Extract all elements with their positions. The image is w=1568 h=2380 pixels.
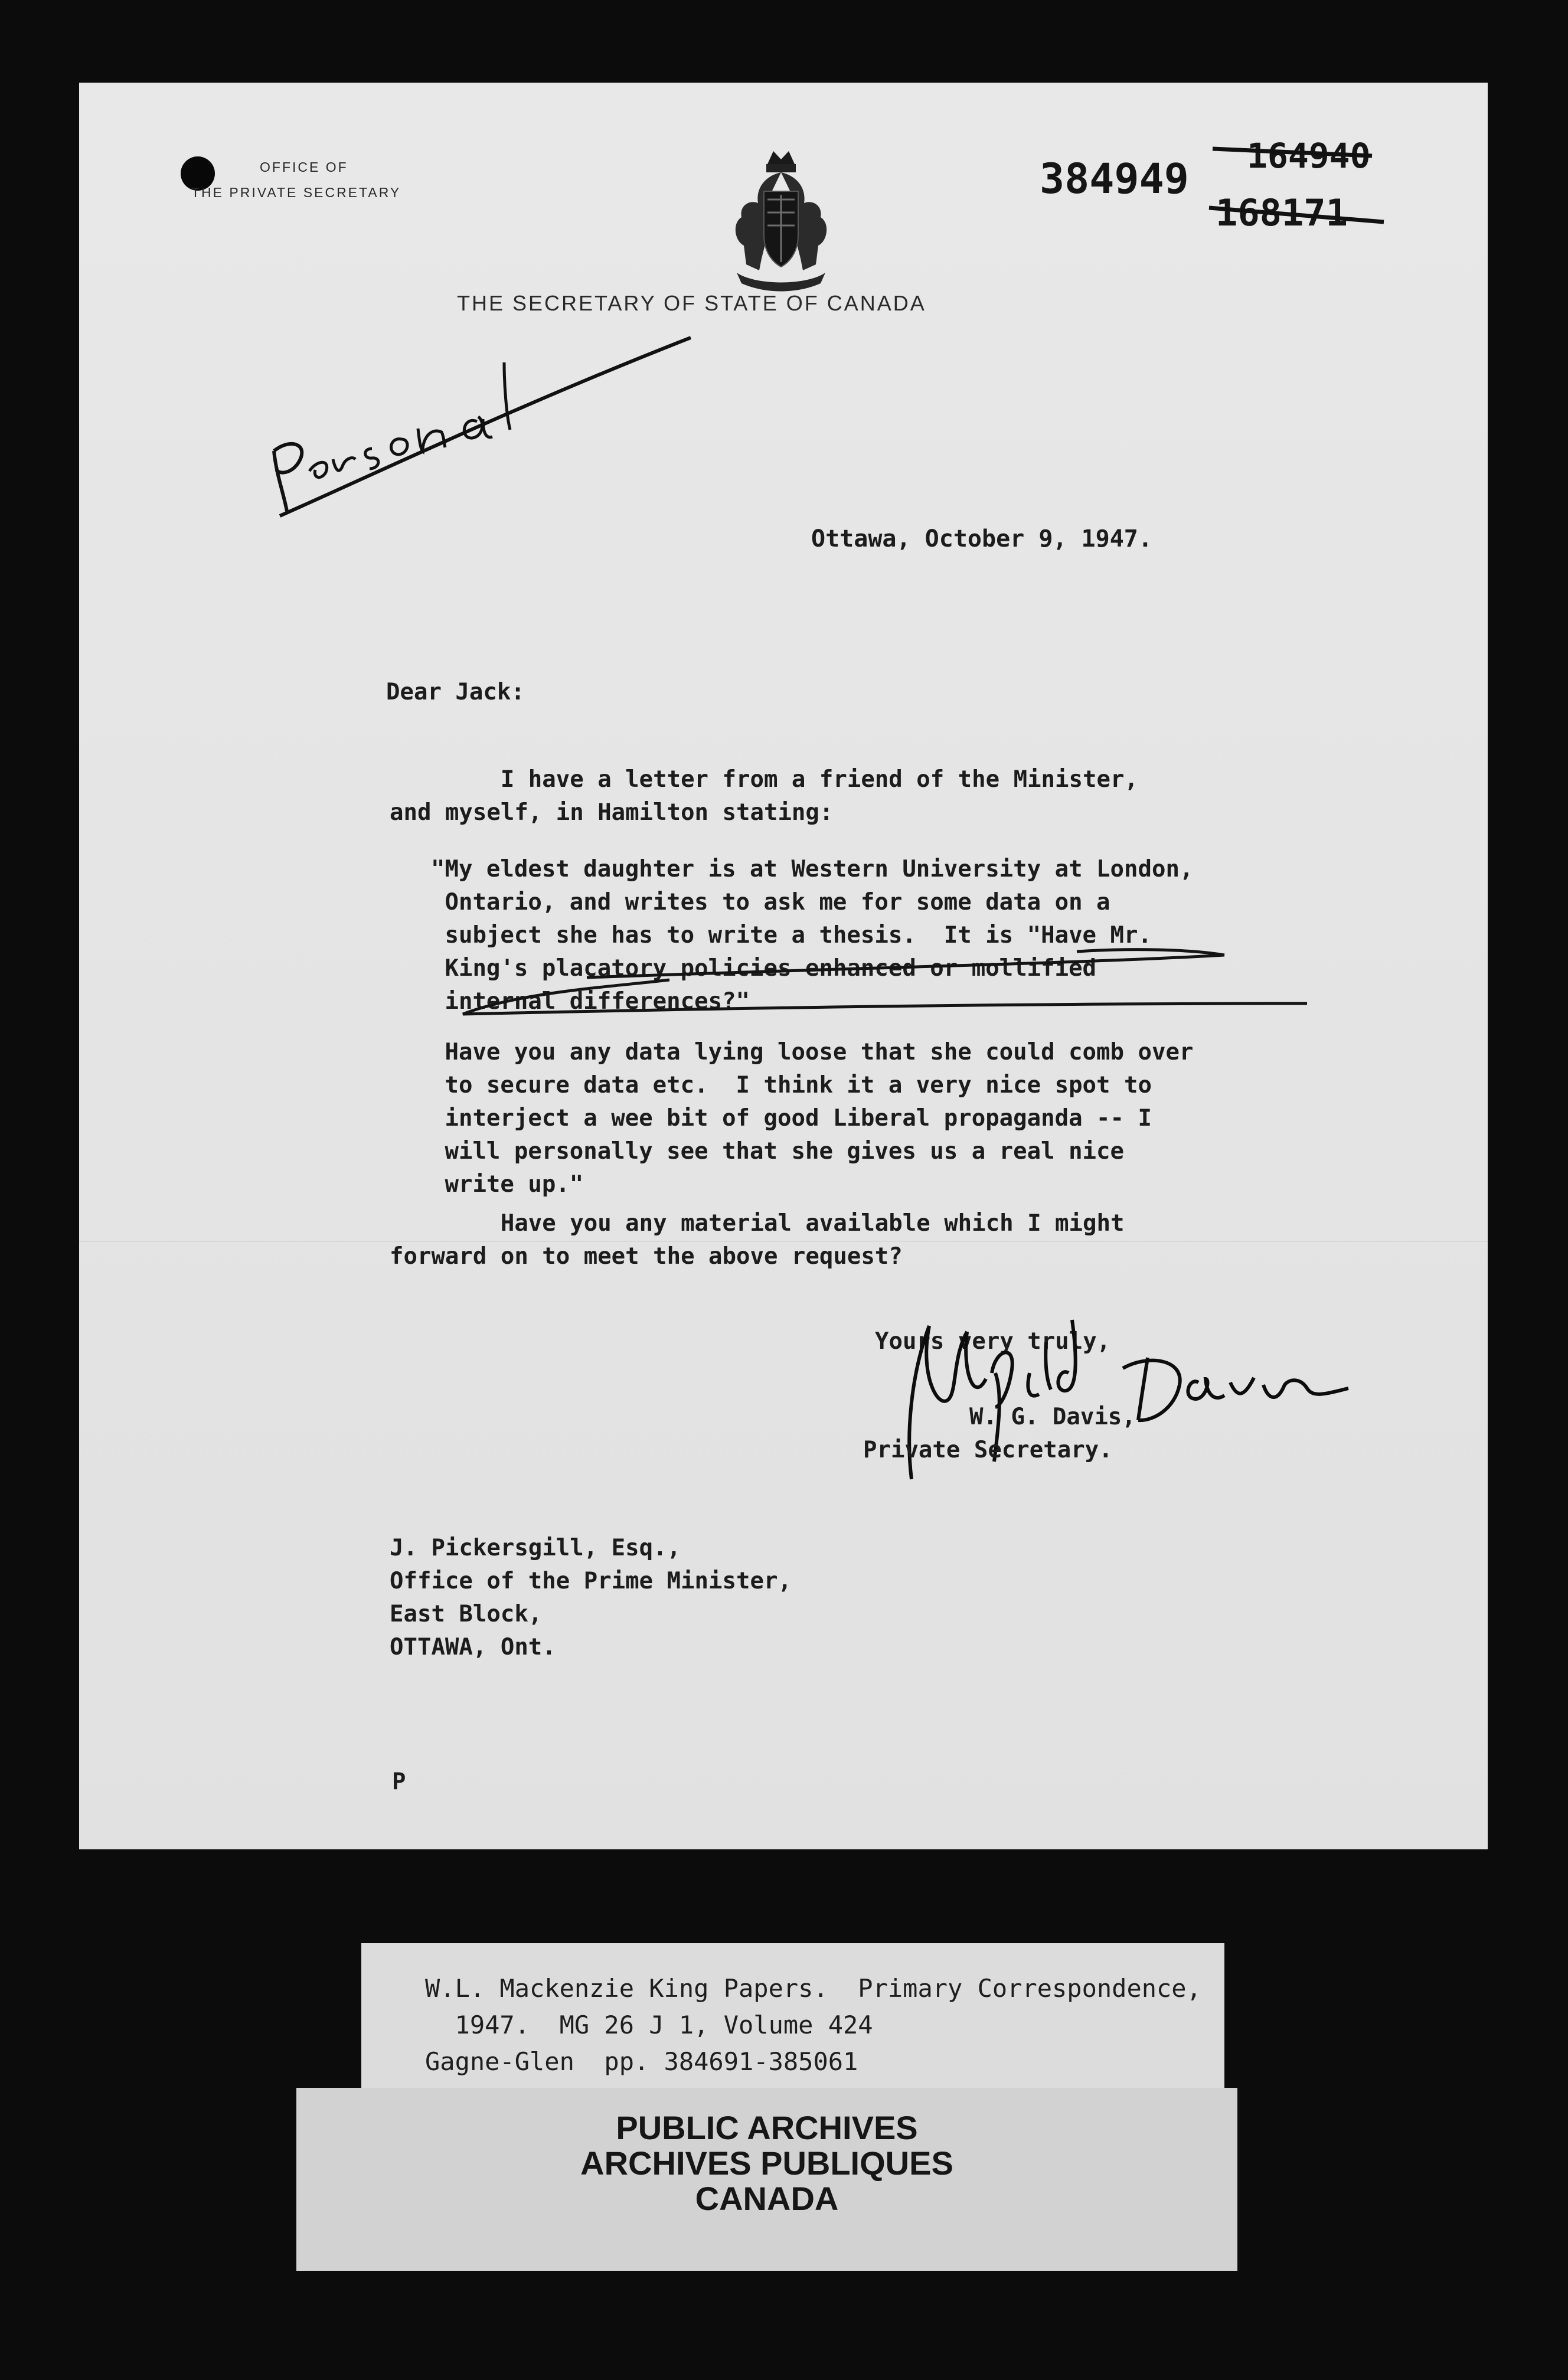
strike-through-marks xyxy=(1201,118,1390,248)
quote-1-line-1: "My eldest daughter is at Western University at London, xyxy=(431,856,1194,882)
archive-line-3: Gagne-Glen pp. 384691-385061 xyxy=(425,2047,858,2076)
quote-2-line-4: will personally see that she gives us a real nice xyxy=(431,1138,1124,1165)
quote-1-line-3: subject she has to write a thesis. It is "Have Mr. xyxy=(431,922,1152,949)
handwritten-signature xyxy=(841,1284,1407,1503)
letter-date: Ottawa, October 9, 1947. xyxy=(811,525,1152,552)
recipient-line-4: OTTAWA, Ont. xyxy=(390,1634,556,1660)
canada-coat-of-arms-icon xyxy=(726,146,836,294)
handwritten-underline xyxy=(433,921,1331,1039)
closing: Yours very truly, xyxy=(875,1328,1111,1355)
quote-1-line-5: internal differences?" xyxy=(431,988,750,1015)
archive-line-2: 1947. MG 26 J 1, Volume 424 xyxy=(425,2010,873,2039)
quote-1-line-4: King's placatory policies enhanced or mollified xyxy=(431,955,1097,982)
recipient-line-3: East Block, xyxy=(390,1601,543,1627)
office-line-2: THE PRIVATE SECRETARY xyxy=(191,185,401,200)
paragraph-2-line-2: forward on to meet the above request? xyxy=(390,1243,903,1270)
struck-file-number-1: 164940 xyxy=(1247,136,1371,176)
stamp-line-1: PUBLIC ARCHIVES xyxy=(616,2109,918,2146)
page-fold xyxy=(79,1241,1488,1242)
stamp-line-2: ARCHIVES PUBLIQUES xyxy=(580,2144,953,2182)
quote-1-line-2: Ontario, and writes to ask me for some data on a xyxy=(431,889,1110,916)
struck-file-number-2: 168171 xyxy=(1216,191,1348,234)
quote-2-line-5: write up." xyxy=(431,1171,584,1198)
public-archives-stamp xyxy=(296,2088,1237,2271)
archive-line-1: W.L. Mackenzie King Papers. Primary Correspondence, xyxy=(425,1974,1201,2003)
recipient-line-2: Office of the Prime Minister, xyxy=(390,1568,792,1594)
paragraph-2-line-1: Have you any material available which I might xyxy=(390,1210,1125,1237)
personal-handwritten-annotation xyxy=(256,333,705,528)
typist-initial: P xyxy=(392,1768,406,1795)
department-heading: THE SECRETARY OF STATE OF CANADA xyxy=(457,291,926,315)
recipient-line-1: J. Pickersgill, Esq., xyxy=(390,1535,681,1561)
paragraph-1-line-1: I have a letter from a friend of the Minister, xyxy=(390,766,1138,793)
salutation: Dear Jack: xyxy=(386,679,525,705)
signer-name: W. G. Davis, xyxy=(969,1404,1136,1430)
quote-2-line-2: to secure data etc. I think it a very nice spot to xyxy=(431,1072,1152,1099)
paragraph-1-line-2: and myself, in Hamilton stating: xyxy=(390,799,834,826)
quote-2-line-3: interject a wee bit of good Liberal propaganda -- I xyxy=(431,1105,1152,1132)
office-line-1: OFFICE OF xyxy=(260,159,348,175)
signer-title: Private Secretary. xyxy=(863,1437,1113,1463)
quote-2-line-1: Have you any data lying loose that she could comb over xyxy=(431,1039,1194,1065)
stamp-line-3: CANADA xyxy=(695,2180,839,2217)
letter-page xyxy=(79,83,1488,1849)
file-number: 384949 xyxy=(1040,155,1189,203)
